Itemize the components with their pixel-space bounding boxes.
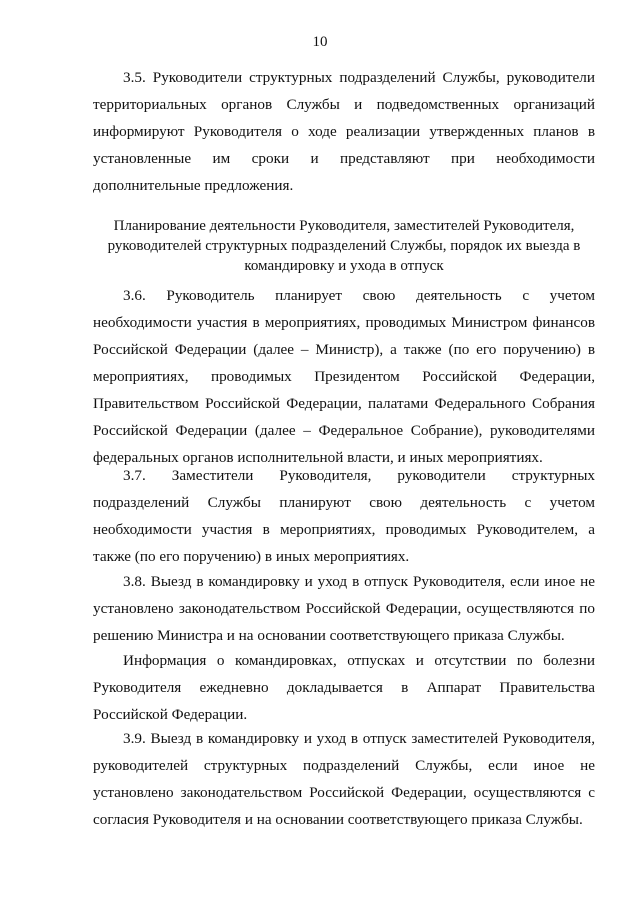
page-number: 10 [312, 34, 328, 50]
section-heading: Планирование деятельности Руководителя, заместителей Руководителя, руководителей структурных подразделений Службы, порядок их выезда в командировку и ухода в отпуск [107, 218, 581, 274]
paragraph-3-5: 3.5. Руководители структурных подразделений Службы, руководители территориальных органов Службы и подведомственных организаций информируют Руководителя о ходе реализации утвержденных планов в установленные им сроки и представляют при необходимости дополнительные предложения. [93, 69, 595, 194]
paragraph-3-8-info: Информация о командировках, отпусках и отсутствии по болезни Руководителя ежедневно докладывается в Аппарат Правительства Российской Федерации. [93, 652, 595, 723]
paragraph-3-8: 3.8. Выезд в командировку и уход в отпуск Руководителя, если иное не установлено законодательством Российской Федерации, осуществляются по решению Министра и на основании соответствующего приказа Службы. [93, 573, 595, 644]
paragraph-3-6: 3.6. Руководитель планирует свою деятельность с учетом необходимости участия в мероприятиях, проводимых Министром финансов Российской Федерации (далее – Министр), а также (по его поручению) в мероприятиях, проводимых Президентом Российской Федерации, Правительством Российской Федерации, палатами Федерального Собрания Российской Федерации (далее – Федеральное Собрание), руководителями федеральных органов исполнительной власти, и иных мероприятиях. [93, 287, 595, 466]
paragraph-3-7: 3.7. Заместители Руководителя, руководители структурных подразделений Службы планируют свою деятельность с учетом необходимости участия в мероприятиях, проводимых Руководителем, а также (по его поручению) в иных мероприятиях. [93, 467, 595, 565]
paragraph-3-9: 3.9. Выезд в командировку и уход в отпуск заместителей Руководителя, руководителей структурных подразделений Службы, если иное не установлено законодательством Российской Федерации, осуществляются с согласия Руководителя и на основании соответствующего приказа Службы. [93, 730, 595, 828]
